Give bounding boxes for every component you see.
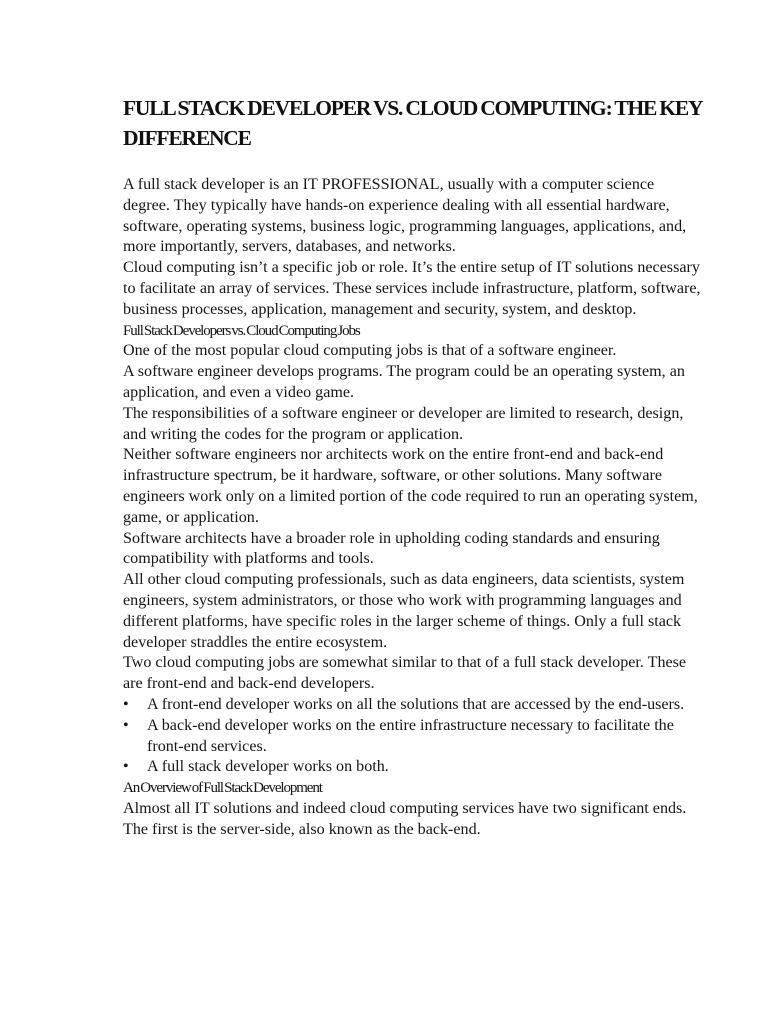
bullet-item (123, 695, 703, 716)
bullet-text: A back-end developer works on the entire infrastructure necessary to facilitate the front-end services. (147, 716, 674, 755)
bullet-text: A full stack developer works on both. (147, 758, 389, 776)
bullet-text: A front-end developer works on all the solutions that are accessed by the end-users. (147, 695, 685, 713)
paragraph: All other cloud computing professionals, such as data engineers, data scientists, system engineers, system administrators, or those who work with programming languages and different platforms, have specific roles in the larger scheme of things. Only a full stack developer straddles the entire ecosystem. (123, 571, 685, 651)
bullet-icon: • (123, 695, 129, 713)
paragraph: One of the most popular cloud computing jobs is that of a software engineer. (123, 342, 617, 360)
paragraph: Almost all IT solutions and indeed cloud computing services have two significant ends. The first is the server-side, also known as the back-end. (123, 799, 687, 838)
bullet-item (123, 716, 703, 758)
bullet-list (123, 695, 703, 778)
document-body (123, 175, 703, 841)
paragraph: A full stack developer is an IT PROFESSIONAL, usually with a computer science degree. They typically have hands-on experience dealing with all essential hardware, software, operating systems, business logic, programming languages, applications, and, more importantly, servers, databases, and networks. (123, 176, 687, 256)
paragraph: Two cloud computing jobs are somewhat similar to that of a full stack developer. These are front-end and back-end developers. (123, 654, 687, 693)
bullet-icon: • (123, 758, 129, 776)
document-title: FULL STACK DEVELOPER VS. CLOUD COMPUTING: THE KEY DIFFERENCE (123, 96, 702, 150)
section-heading: An Overview of Full Stack Development (123, 780, 322, 797)
paragraph: Software architects have a broader role in upholding coding standards and ensuring compatibility with platforms and tools. (123, 529, 660, 568)
section-heading: Full Stack Developers vs. Cloud Computing Jobs (123, 322, 360, 339)
bullet-icon: • (123, 716, 129, 734)
paragraph: Neither software engineers nor architects work on the entire front-end and back-end infrastructure spectrum, be it hardware, software, or other solutions. Many software engineers work only on a limited portion of the code required to run an operating system, game, or application. (123, 446, 698, 526)
bullet-item (123, 757, 703, 778)
document-content (123, 93, 703, 841)
paragraph: Cloud computing isn’t a specific job or role. It’s the entire setup of IT solutions necessary to facilitate an array of services. These services include infrastructure, platform, software, business processes, application, management and security, system, and desktop. (123, 259, 701, 318)
paragraph: The responsibilities of a software engineer or developer are limited to research, design, and writing the codes for the program or application. (123, 404, 684, 443)
paragraph: A software engineer develops programs. The program could be an operating system, an application, and even a video game. (123, 363, 685, 401)
